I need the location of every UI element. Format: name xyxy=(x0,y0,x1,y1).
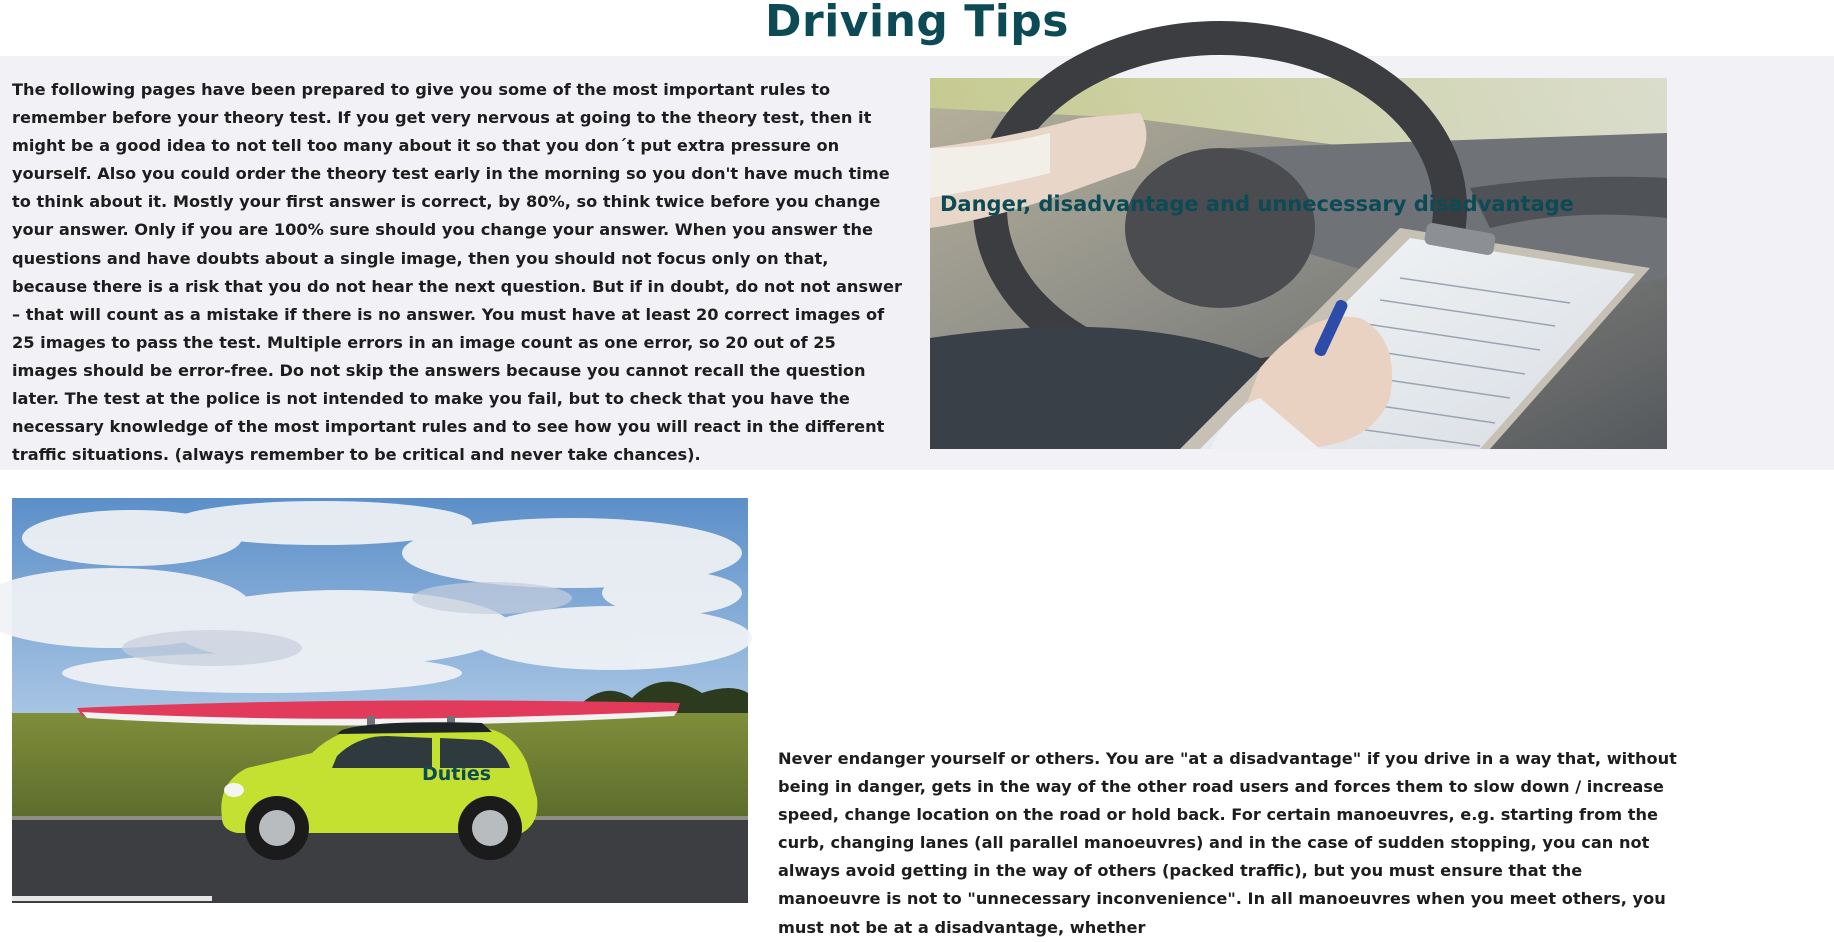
intro-section xyxy=(0,56,1834,470)
duties-card[interactable] xyxy=(12,498,748,903)
driver-clipboard-photo xyxy=(930,78,1667,449)
danger-card[interactable] xyxy=(930,78,1667,449)
danger-caption: Danger, disadvantage and unnecessary disadvantage xyxy=(940,192,1574,216)
intro-paragraph: The following pages have been prepared to give you some of the most important rules to remember before your theory test. If you get very nervous at going to the theory test, then it might be a good idea to not tell too many about it so that you don´t put extra pressure on yourself. Also you could order the theory test early in the morning so you don't have much time to think about it. Mostly your first answer is correct, by 80%, so think twice before you change your answer. Only if you are 100% sure should you change your answer. When you answer the questions and have doubts about a single image, then you should not focus only on that, because there is a risk that you do not hear the next question. But if in doubt, do not not answer – that will count as a mistake if there is no answer. You must have at least 20 correct images of 25 images to pass the test. Multiple errors in an image count as one error, so 20 out of 25 images should be error-free. Do not skip the answers because you cannot recall the question later. The test at the police is not intended to make you fail, but to check that you have the necessary knowledge of the most important rules and to see how you will react in the different traffic situations. (always remember to be critical and never take chances). xyxy=(12,80,902,465)
duties-paragraph: Never endanger yourself or others. You are "at a disadvantage" if you drive in a way that, without being in danger, gets in the way of the other road users and forces them to slow down / increase speed, change location on the road or hold back. For certain manoeuvres, e.g. starting from the curb, changing lanes (all parallel manoeuvres) and in the case of sudden stopping, you can not always avoid getting in the way of others (packed traffic), but you must ensure that the manoeuvre is not to "unnecessary inconvenience". In all manoeuvres when you meet others, you must not be at a disadvantage, whether xyxy=(778,749,1677,937)
duties-caption: Duties xyxy=(422,763,492,785)
car-with-kayak-photo xyxy=(12,498,748,903)
page-title: Driving Tips xyxy=(765,0,1069,47)
